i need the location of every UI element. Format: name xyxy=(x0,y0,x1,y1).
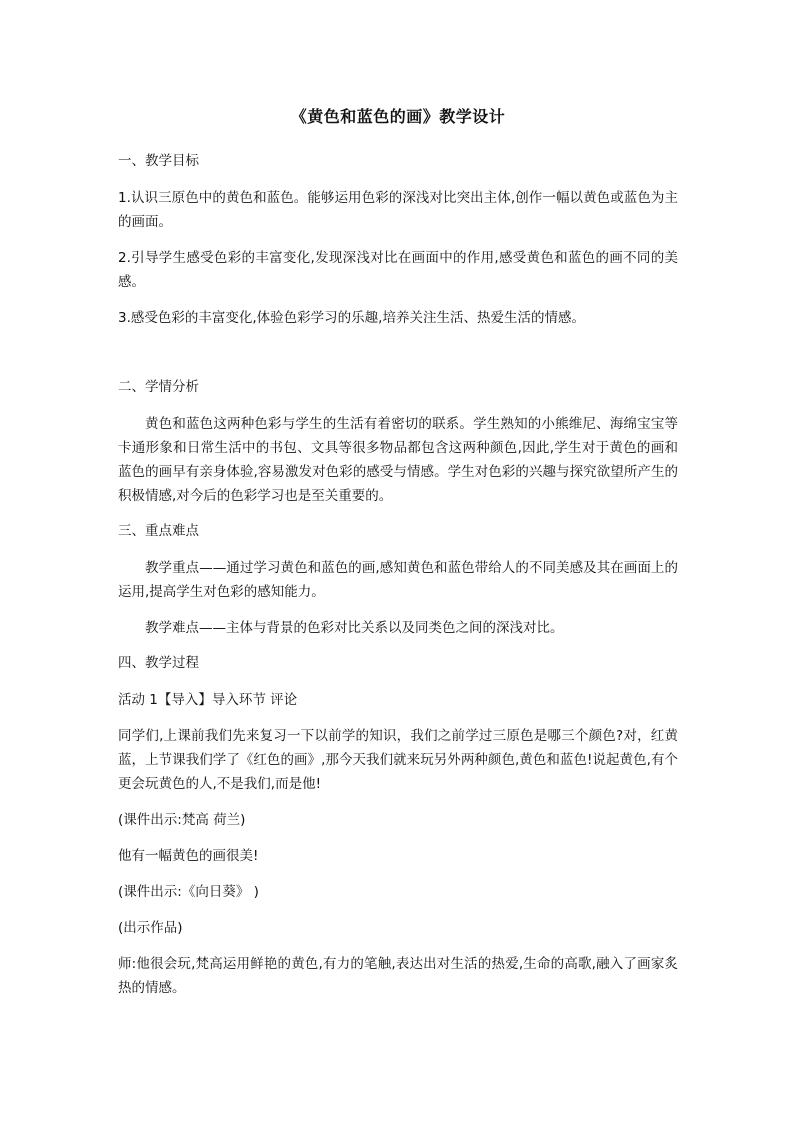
section-heading-key-points: 三、重点难点 xyxy=(118,523,199,539)
key-point-paragraph: 教学重点——通过学习黄色和蓝色的画,感知黄色和蓝色带给人的不同美感及其在画面上的运用,提高学生对色彩的感知能力。 xyxy=(118,560,678,600)
document-title: 《黄色和蓝色的画》教学设计 xyxy=(290,107,506,126)
process-line-6: 师:他很会玩,梵高运用鲜艳的黄色,有力的笔触,表达出对生活的热爱,生命的高歌,融入了画家炙热的情感。 xyxy=(118,956,678,996)
process-line-3: 他有一幅黄色的画很美! xyxy=(118,848,259,864)
section-spacer xyxy=(118,342,678,376)
process-line-2: (课件出示:梵高 荷兰) xyxy=(118,812,246,828)
document-content xyxy=(118,104,678,1012)
process-line-1: 同学们,上课前我们先来复习一下以前学的知识，我们之前学过三原色是哪三个颜色?对，红黄蓝，上节课我们学了《红色的画》,那今天我们就来玩另外两种颜色,黄色和蓝色!说起黄色,有个更会玩黄色的人,不是我们,而是他! xyxy=(118,728,678,792)
objective-item-1: 1.认识三原色中的黄色和蓝色。能够运用色彩的深浅对比突出主体,创作一幅以黄色或蓝色为主的画面。 xyxy=(118,190,678,230)
section-heading-objectives: 一、教学目标 xyxy=(118,153,199,169)
analysis-paragraph: 黄色和蓝色这两种色彩与学生的生活有着密切的联系。学生熟知的小熊维尼、海绵宝宝等卡通形象和日常生活中的书包、文具等很多物品都包含这两种颜色,因此,学生对于黄色的画和蓝色的画早有亲身体验,容易激发对色彩的感受与情感。学生对色彩的兴趣与探究欲望所产生的积极情感,对今后的色彩学习也是至关重要的。 xyxy=(118,416,678,504)
process-line-4: (课件出示:《向日葵》 ) xyxy=(118,884,259,900)
section-heading-process: 四、教学过程 xyxy=(118,655,199,671)
process-line-5: (出示作品) xyxy=(118,920,183,936)
activity-title: 活动 1【导入】导入环节 评论 xyxy=(118,692,298,708)
objective-item-3: 3.感受色彩的丰富变化,体验色彩学习的乐趣,培养关注生活、热爱生活的情感。 xyxy=(118,310,585,326)
objective-item-2: 2.引导学生感受色彩的丰富变化,发现深浅对比在画面中的作用,感受黄色和蓝色的画不同的美感。 xyxy=(118,250,678,290)
section-heading-analysis: 二、学情分析 xyxy=(118,379,199,395)
difficulty-paragraph: 教学难点——主体与背景的色彩对比关系以及同类色之间的深浅对比。 xyxy=(145,620,564,636)
